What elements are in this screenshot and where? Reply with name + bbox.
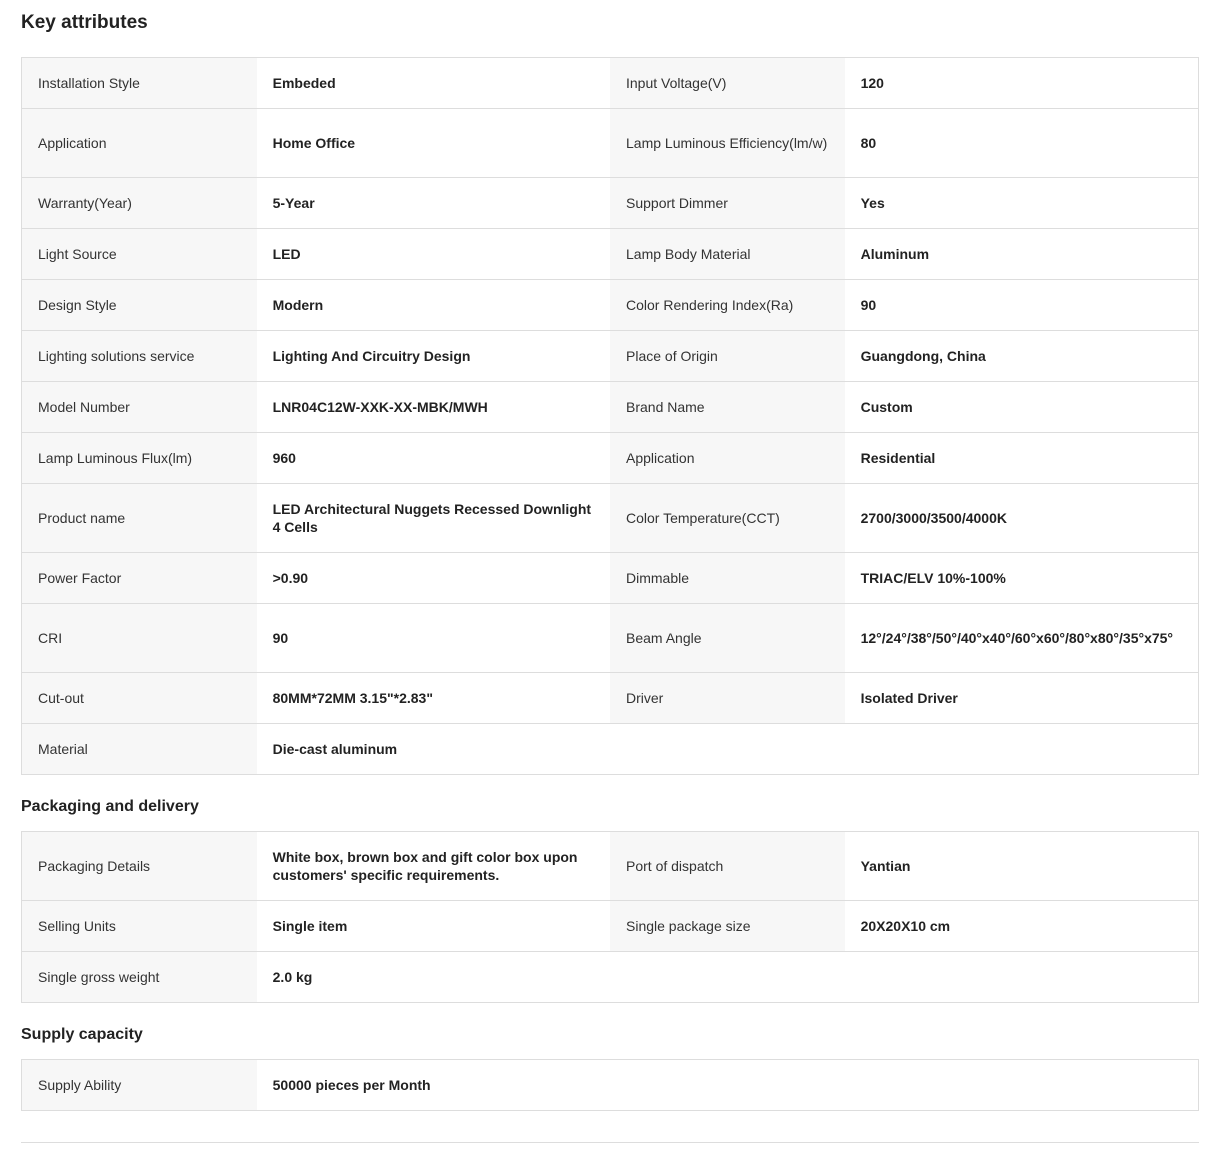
attr-value: Yes (845, 178, 1198, 228)
table-row (22, 331, 1198, 382)
attr-value: LNR04C12W-XXK-XX-MBK/MWH (257, 382, 610, 432)
table-row (22, 433, 1198, 484)
table-row (22, 280, 1198, 331)
attr-label: Installation Style (22, 58, 257, 108)
attr-value: 12°/24°/38°/50°/40°x40°/60°x60°/80°x80°/35°x75° (845, 604, 1198, 672)
attr-label: Lighting solutions service (22, 331, 257, 381)
attr-label: Support Dimmer (610, 178, 845, 228)
table-row (22, 724, 1198, 775)
attr-label: Lamp Luminous Efficiency(lm/w) (610, 109, 845, 177)
attr-label: Warranty(Year) (22, 178, 257, 228)
table-row (22, 229, 1198, 280)
attr-value: Lighting And Circuitry Design (257, 331, 610, 381)
table-row (22, 382, 1198, 433)
attr-value: Residential (845, 433, 1198, 483)
table-row (22, 832, 1198, 901)
table-row (22, 901, 1198, 952)
attr-label: Model Number (22, 382, 257, 432)
attr-value: 5-Year (257, 178, 610, 228)
attr-value: 80MM*72MM 3.15"*2.83" (257, 673, 610, 723)
attr-label: Single package size (610, 901, 845, 951)
attr-label: Cut-out (22, 673, 257, 723)
attr-value: 80 (845, 109, 1198, 177)
attr-label: Light Source (22, 229, 257, 279)
table-row (22, 673, 1198, 724)
attr-label: Application (610, 433, 845, 483)
attr-label: Selling Units (22, 901, 257, 951)
table-row (22, 604, 1198, 673)
supply-table (21, 1059, 1199, 1111)
table-row (22, 553, 1198, 604)
attr-value: 2.0 kg (257, 952, 1198, 1002)
attr-value: 50000 pieces per Month (257, 1060, 1198, 1110)
attr-label: Driver (610, 673, 845, 723)
table-row (22, 178, 1198, 229)
attr-label: Color Rendering Index(Ra) (610, 280, 845, 330)
attr-label: Brand Name (610, 382, 845, 432)
attr-label: CRI (22, 604, 257, 672)
table-row (22, 58, 1198, 109)
attr-value: Isolated Driver (845, 673, 1198, 723)
attr-value: Yantian (845, 832, 1198, 900)
table-row (22, 1060, 1198, 1111)
attr-label: Dimmable (610, 553, 845, 603)
table-row (22, 952, 1198, 1003)
attr-value: Guangdong, China (845, 331, 1198, 381)
key-attributes-table (21, 57, 1199, 775)
attr-label: Application (22, 109, 257, 177)
packaging-title: Packaging and delivery (21, 798, 199, 815)
table-row (22, 109, 1198, 178)
attr-value: TRIAC/ELV 10%-100% (845, 553, 1198, 603)
attr-label: Product name (22, 484, 257, 552)
attr-label: Supply Ability (22, 1060, 257, 1110)
packaging-table (21, 831, 1199, 1003)
key-attributes-title: Key attributes (21, 12, 148, 33)
attr-label: Design Style (22, 280, 257, 330)
attr-label: Single gross weight (22, 952, 257, 1002)
attr-value: Single item (257, 901, 610, 951)
attr-value: 960 (257, 433, 610, 483)
attr-label: Material (22, 724, 257, 774)
attr-label: Place of Origin (610, 331, 845, 381)
section-divider (21, 1142, 1199, 1143)
attr-label: Power Factor (22, 553, 257, 603)
attr-label: Beam Angle (610, 604, 845, 672)
attr-value: Aluminum (845, 229, 1198, 279)
attr-value: Modern (257, 280, 610, 330)
supply-title: Supply capacity (21, 1026, 143, 1043)
attr-value: LED Architectural Nuggets Recessed Downlight 4 Cells (257, 484, 610, 552)
attr-label: Color Temperature(CCT) (610, 484, 845, 552)
attr-label: Input Voltage(V) (610, 58, 845, 108)
attr-value: Custom (845, 382, 1198, 432)
attr-value: 120 (845, 58, 1198, 108)
attr-value: Home Office (257, 109, 610, 177)
attr-label: Port of dispatch (610, 832, 845, 900)
table-row (22, 484, 1198, 553)
attr-value: White box, brown box and gift color box upon customers' specific requirements. (257, 832, 610, 900)
attr-value: Embeded (257, 58, 610, 108)
attr-value: 90 (257, 604, 610, 672)
attr-value: LED (257, 229, 610, 279)
attr-label: Lamp Luminous Flux(lm) (22, 433, 257, 483)
attr-value: 20X20X10 cm (845, 901, 1198, 951)
attr-label: Packaging Details (22, 832, 257, 900)
attr-value: >0.90 (257, 553, 610, 603)
attr-value: 90 (845, 280, 1198, 330)
attr-value: 2700/3000/3500/4000K (845, 484, 1198, 552)
attr-value: Die-cast aluminum (257, 724, 1198, 774)
attr-label: Lamp Body Material (610, 229, 845, 279)
